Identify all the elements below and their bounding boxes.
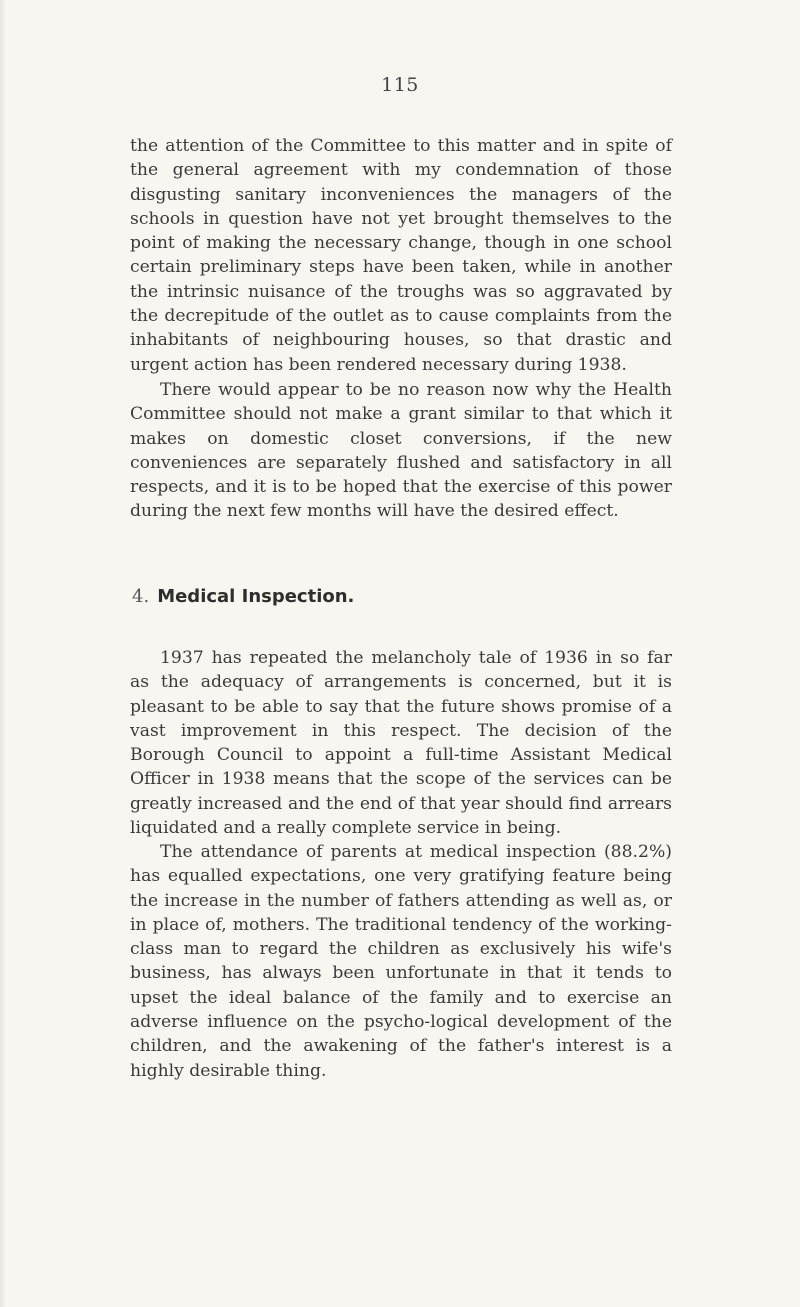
paragraph-text: the attention of the Committee to this matter and in spite of the general agreement with my condemnation of those disgusting sanitary inconveniences the managers of the schools in question have not yet brought themselves to the point of making the necessary change, though in one school certain preliminary steps have been taken, while in another the intrinsic nuisance of the troughs was so aggravated by the decrepitude of the outlet as to cause complaints from the inhabitants of neighbouring houses, so that drastic and urgent action has been rendered necessary during 1938. [130, 136, 672, 375]
paragraph-continuation [130, 134, 672, 377]
paragraph-parent-attendance [130, 840, 672, 1083]
section-heading [132, 586, 354, 607]
paragraph-text: The attendance of parents at medical inspection (88.2%) has equalled expectations, one very gratifying feature being the increase in the number of fathers attending as well as, or in place of, mothers. The traditional tendency of the working-class man to regard the children as exclusively his wife's business, has always been unfortunate in that it tends to upset the ideal balance of the family and to exercise an adverse influence on the psycho-logical development of the children, and the awakening of the father's interest is a highly desirable thing. [130, 842, 672, 1081]
paragraph-text: 1937 has repeated the melancholy tale of 1936 in so far as the adequacy of arrangements is concerned, but it is pleasant to be able to say that the future shows promise of a vast improvement in this respect. The decision of the Borough Council to appoint a full-time Assistant Medical Officer in 1938 means that the scope of the services can be greatly increased and the end of that year should find arrears liquidated and a really complete service in being. [130, 648, 672, 839]
paragraph-health-committee-grant [130, 378, 672, 524]
page-edge-shadow [0, 0, 6, 1307]
paragraph-text: There would appear to be no reason now why the Health Committee should not make a grant similar to that which it makes on domestic closet conversions, if the new conveniences are separately flushed and satisfactory in all respects, and it is to be hoped that the exercise of this power during the next few months will have the desired effect. [130, 380, 672, 522]
section-title: Medical Inspection. [157, 586, 355, 607]
section-number: 4. [132, 586, 150, 607]
page-number: 115 [381, 74, 419, 96]
paragraph-medical-inspection-1937 [130, 646, 672, 840]
